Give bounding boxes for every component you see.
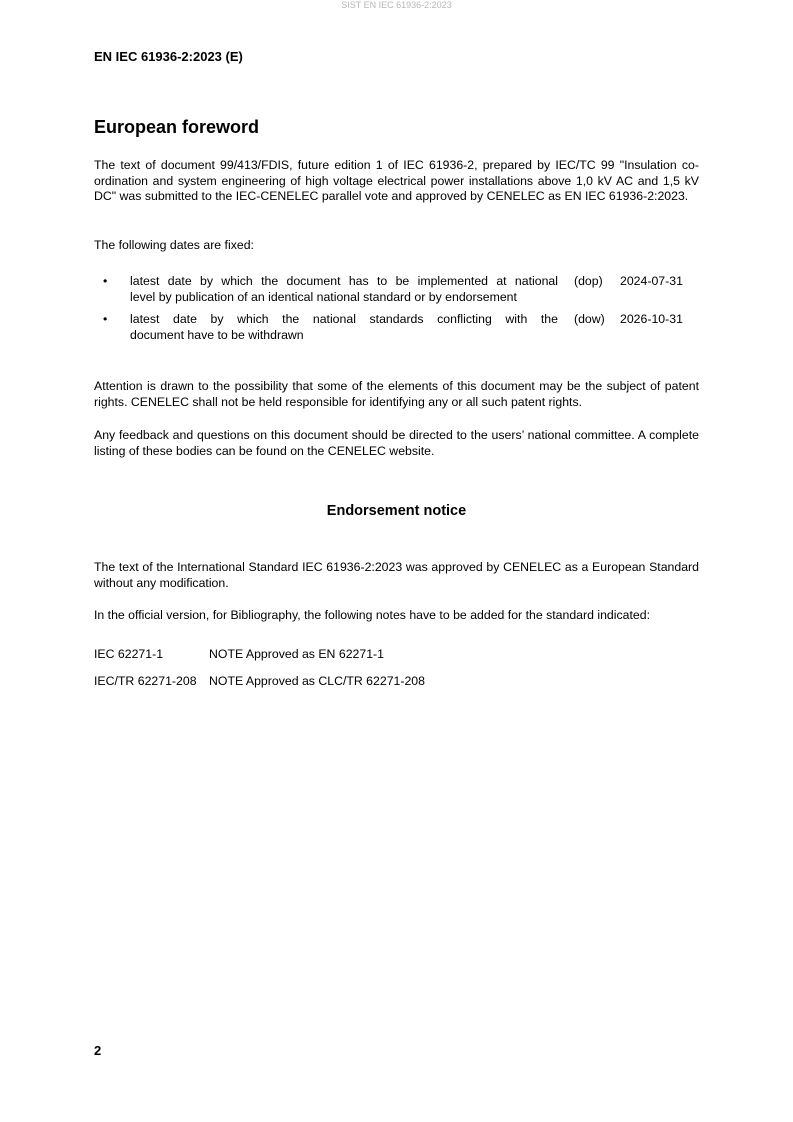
watermark: SIST EN IEC 61936-2:2023: [341, 0, 452, 10]
bibliography-standard-id: IEC 62271-1: [94, 647, 164, 661]
endorsement-paragraph-approval: The text of the International Standard IEC 61936-2:2023 was approved by CENELEC as a European Standard without any modification.: [94, 560, 699, 590]
date-item-line1: latest date by which the national standards conflicting with the: [130, 312, 558, 326]
document-identifier: EN IEC 61936-2:2023 (E): [94, 49, 243, 64]
bullet-icon: •: [103, 274, 108, 288]
date-item-date: 2026-10-31: [620, 312, 683, 326]
date-item-description: [130, 312, 558, 343]
foreword-paragraph-patent-rights: Attention is drawn to the possibility that some of the elements of this document may be the subject of patent rights. CENELEC shall not be held responsible for identifying any or all such patent rights.: [94, 379, 699, 409]
foreword-paragraph-feedback: Any feedback and questions on this document should be directed to the users’ national committee. A complete listing of these bodies can be found on the CENELEC website.: [94, 428, 699, 458]
date-item-line2: document have to be withdrawn: [130, 327, 304, 342]
date-item-line2: level by publication of an identical national standard or by endorsement: [130, 289, 517, 304]
foreword-paragraph-dates-intro: The following dates are fixed:: [94, 238, 254, 252]
page-number: 2: [94, 1043, 102, 1058]
bullet-icon: •: [103, 312, 108, 326]
date-item-line1: latest date by which the document has to be implemented at national: [130, 274, 558, 288]
date-item-date: 2024-07-31: [620, 274, 683, 288]
bibliography-standard-id: IEC/TR 62271-208: [94, 674, 197, 688]
foreword-paragraph-fdis: The text of document 99/413/FDIS, future edition 1 of IEC 61936-2, prepared by IEC/TC 99 "Insulation co-ordination and system engineering of high voltage electrical power installations above 1,0 kV AC and 1,5 kV DC" was submitted to the IEC-CENELEC parallel vote and approved by CENELEC as EN IEC 61936-2:2023.: [94, 158, 699, 203]
date-item-code: (dow): [574, 312, 605, 326]
bibliography-note-text: NOTE Approved as CLC/TR 62271-208: [209, 674, 425, 688]
endorsement-paragraph-bibliography: In the official version, for Bibliography, the following notes have to be added for the standard indicated:: [94, 608, 650, 622]
section-title-european-foreword: European foreword: [94, 117, 260, 137]
bibliography-note-text: NOTE Approved as EN 62271-1: [209, 647, 384, 661]
date-item-description: [130, 274, 558, 305]
section-title-endorsement-notice: Endorsement notice: [326, 503, 467, 519]
date-item-code: (dop): [574, 274, 603, 288]
